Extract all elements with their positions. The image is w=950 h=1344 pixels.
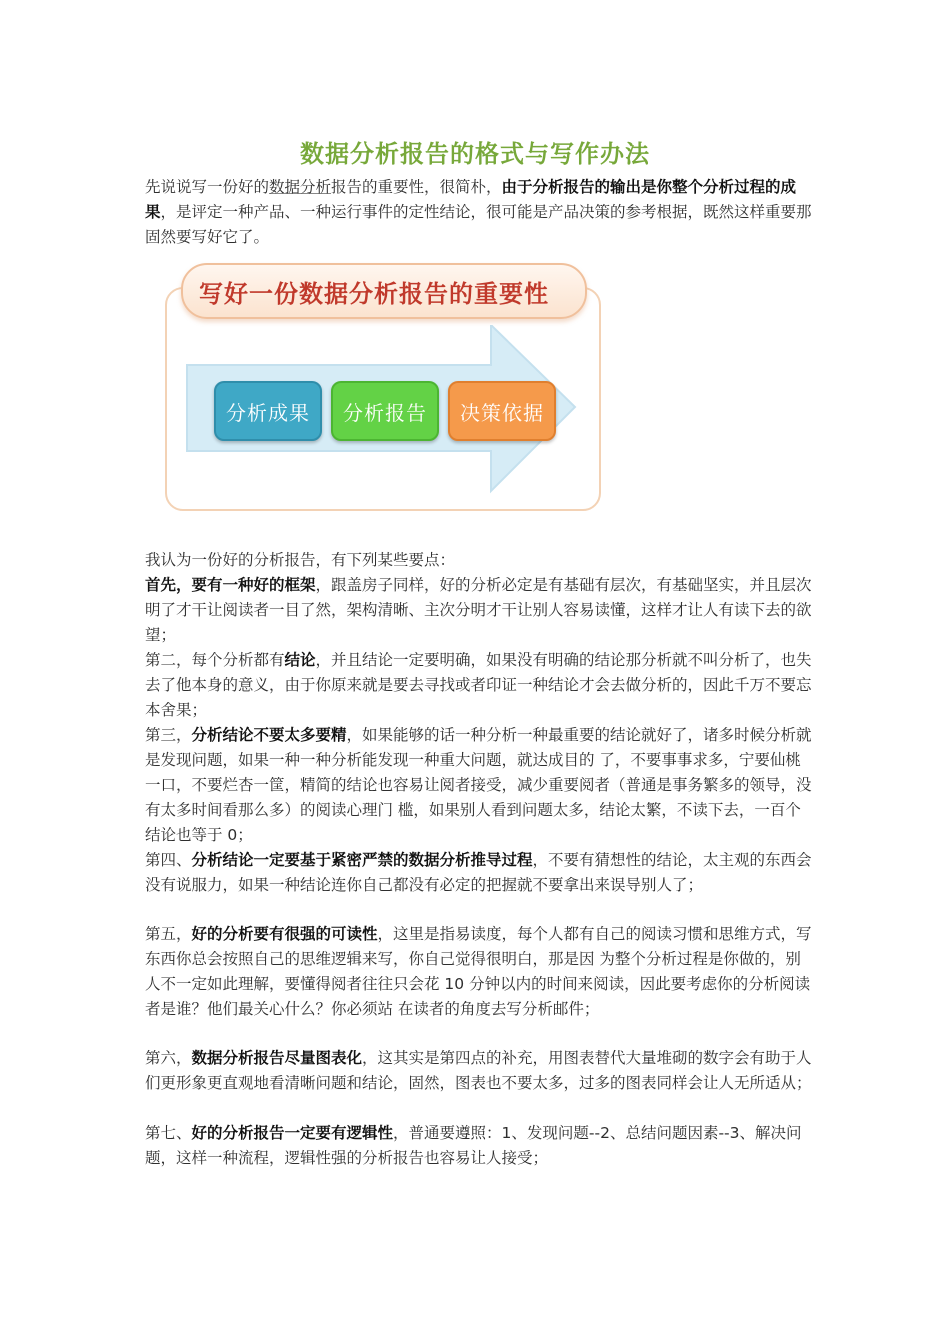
point-3-bold: 分析结论不要太多要精 bbox=[191, 726, 347, 744]
point-2-bold: 结论 bbox=[284, 651, 316, 669]
point-3 bbox=[145, 723, 815, 848]
point-3-text: ，如果能够的话一种分析一种最重要的结论就好了，诸多时候分析就是发现问题，如果一种一种分析能发现一种重大问题，就达成目的 了，不要事事求多，宁要仙桃一口，不要烂杏一筐，精简的结论也容易让阅者接受，减少重要阅者（普通是事务繁多的领导，没有太多时间看那么多）的阅读心理门 槛，如果别人看到问题太多，结论太繁，不读下去，一百个结论也等于 0； bbox=[145, 726, 812, 844]
point-6 bbox=[145, 1046, 815, 1096]
intro-bold-text: 由于分析报告的输出是你整个分析过程的成果 bbox=[145, 178, 797, 221]
point-2-text: ，并且结论一定要明确，如果没有明确的结论那分析就不叫分析了，也失去了他本身的意义，由于你原来就是要去寻找或者印证一种结论才会去做分析的，因此千万不要忘本舍果； bbox=[145, 651, 812, 719]
point-4-prefix: 第四、 bbox=[145, 851, 192, 869]
point-1 bbox=[145, 573, 815, 648]
point-3-prefix: 第三， bbox=[145, 726, 192, 744]
figure-header-text: 写好一份数据分析报告的重要性 bbox=[199, 279, 549, 308]
box-analysis-result: 分析成果 bbox=[214, 381, 322, 441]
figure-header bbox=[181, 263, 587, 319]
box-decision-basis: 决策依据 bbox=[448, 381, 556, 441]
intro-text-1: 先说说写一份好的 bbox=[145, 178, 270, 196]
point-1-text: ，跟盖房子同样，好的分析必定是有基础有层次，有基础坚实，并且层次明了才干让阅读者一目了然，架构清晰、主次分明才干让别人容易读懂，这样才让人有读下去的欲望； bbox=[145, 576, 812, 644]
point-1-prefix: 首先， bbox=[145, 576, 192, 594]
point-2 bbox=[145, 648, 815, 723]
point-2-prefix: 第二，每个分析都有 bbox=[145, 651, 285, 669]
point-5 bbox=[145, 922, 815, 1022]
intro-text-3: ，是评定一种产品、一种运行事件的定性结论，很可能是产品决策的参考根据，既然这样重要那固然要写好它了。 bbox=[145, 203, 812, 246]
point-6-text: ，这其实是第四点的补充，用图表替代大量堆砌的数字会有助于人们更形象更直观地看清晰问题和结论，固然，图表也不要太多，过多的图表同样会让人无所适从； bbox=[145, 1049, 812, 1092]
importance-figure bbox=[163, 263, 599, 511]
point-5-prefix: 第五， bbox=[145, 925, 192, 943]
box-analysis-report: 分析报告 bbox=[331, 381, 439, 441]
point-7 bbox=[145, 1121, 815, 1171]
point-4-bold: 分析结论一定要基于紧密严禁的数据分析推导过程 bbox=[191, 851, 533, 869]
point-7-bold: 好的分析报告一定要有逻辑性 bbox=[191, 1124, 394, 1142]
document-title: 数据分析报告的格式与写作办法 bbox=[300, 140, 650, 168]
point-6-bold: 数据分析报告尽量图表化 bbox=[191, 1049, 363, 1067]
data-analysis-link[interactable]: 数据分析 bbox=[269, 178, 332, 196]
intro-text-2: 报告的重要性，很简朴， bbox=[331, 178, 502, 196]
point-4 bbox=[145, 848, 815, 898]
point-7-prefix: 第七、 bbox=[145, 1124, 192, 1142]
points-intro: 我认为一份好的分析报告，有下列某些要点： bbox=[145, 551, 456, 569]
point-5-bold: 好的分析要有很强的可读性 bbox=[191, 925, 378, 943]
point-1-bold: 要有一种好的框架 bbox=[191, 576, 316, 594]
point-7-text: ，普通要遵照：1、发现问题--2、总结问题因素--3、解决问题，这样一种流程，逻辑性强的分析报告也容易让人接受； bbox=[145, 1124, 802, 1167]
intro-paragraph bbox=[145, 175, 815, 250]
point-4-text: ，不要有猜想性的结论，太主观的东西会没有说服力，如果一种结论连你自己都没有必定的把握就不要拿出来误导别人了； bbox=[145, 851, 812, 894]
point-5-text: ，这里是指易读度，每个人都有自己的阅读习惯和思维方式，写东西你总会按照自己的思维逻辑来写，你自己觉得很明白，那是因 为整个分析过程是你做的，别人不一定如此理解，要懂得阅者往往只会花 10 分钟以内的时间来阅读，因此要考虑你的分析阅读者是谁？他们最关心什么？你必须站 在读者的角度去写分析邮件； bbox=[145, 925, 812, 1018]
point-6-prefix: 第六， bbox=[145, 1049, 192, 1067]
